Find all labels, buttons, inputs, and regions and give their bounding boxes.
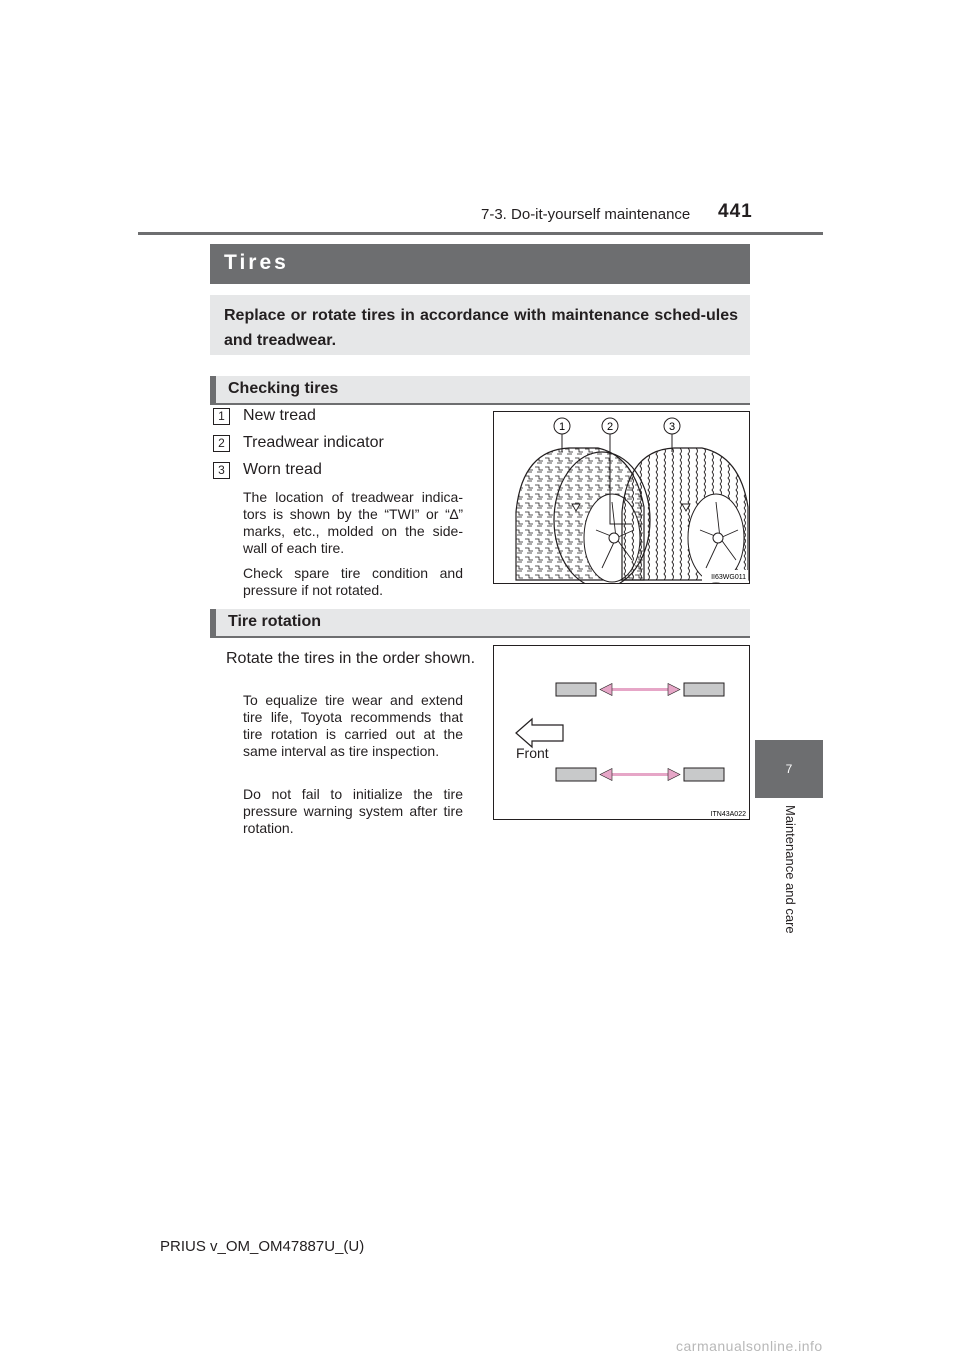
rotation-note: To equalize tire wear and extend tire life, Toyota recommends that tire rotation is carried out at the same interval as tire inspection.: [243, 692, 463, 759]
tire-rotation-heading-text: Tire rotation: [228, 613, 322, 630]
figure-code-2: ITN43A022: [710, 811, 746, 818]
item-worn-tread: Worn tread: [243, 461, 322, 478]
chapter-label: [780, 805, 800, 955]
item-treadwear-indicator: Treadwear indicator: [243, 434, 384, 451]
item-new-tread: New tread: [243, 407, 316, 424]
tire-front-left: [556, 683, 596, 696]
tire-rotation-figure: [493, 645, 750, 820]
spare-tire-note: Check spare tire condition and pressure if not rotated.: [243, 565, 463, 598]
item-number-1: 1: [213, 408, 230, 425]
tire-rear-right: [684, 768, 724, 781]
watermark: carmanualsonline.info: [676, 1338, 823, 1354]
initialize-note: Do not fail to initialize the tire pressure warning system after tire rotation.: [243, 786, 463, 836]
figure-code-1: II63WG011: [711, 574, 746, 581]
tire-rotation-diagram: [494, 646, 749, 819]
intro-text: Replace or rotate tires in accordance with maintenance sched-ules and treadwear.: [224, 307, 738, 349]
checking-tires-heading-text: Checking tires: [228, 380, 339, 397]
chapter-tab: 7: [755, 740, 823, 798]
callout-3: 3: [668, 421, 676, 433]
chapter-title: Maintenance and care: [783, 805, 798, 934]
front-arrow-icon: [516, 719, 563, 747]
page-title-bar: [210, 244, 750, 284]
header-rule: [138, 232, 823, 235]
tire-rear-left: [556, 768, 596, 781]
intro-box: [210, 295, 750, 355]
page-number: 441: [718, 201, 753, 222]
tire-tread-illustration: [494, 412, 749, 583]
item-number-2: 2: [213, 435, 230, 452]
checking-tires-heading: [210, 376, 750, 403]
swap-arrow-rear: [600, 769, 680, 781]
swap-arrow-front: [600, 684, 680, 696]
treadwear-note: The location of treadwear indica-tors is shown by the “TWI” or “∆” marks, etc., molded on the side-wall of each tire.: [243, 489, 463, 556]
front-label: Front: [516, 745, 549, 761]
tire-front-right: [684, 683, 724, 696]
item-number-3: 3: [213, 462, 230, 479]
rotation-text: Rotate the tires in the order shown.: [226, 650, 476, 667]
page-title: Tires: [224, 251, 289, 274]
footer-model: PRIUS v_OM_OM47887U_(U): [160, 1238, 365, 1255]
callout-2: 2: [606, 421, 614, 433]
tire-tread-figure: [493, 411, 750, 584]
tire-rotation-heading: [210, 609, 750, 636]
callout-1: 1: [558, 421, 566, 433]
section-title: 7-3. Do-it-yourself maintenance: [481, 206, 691, 223]
